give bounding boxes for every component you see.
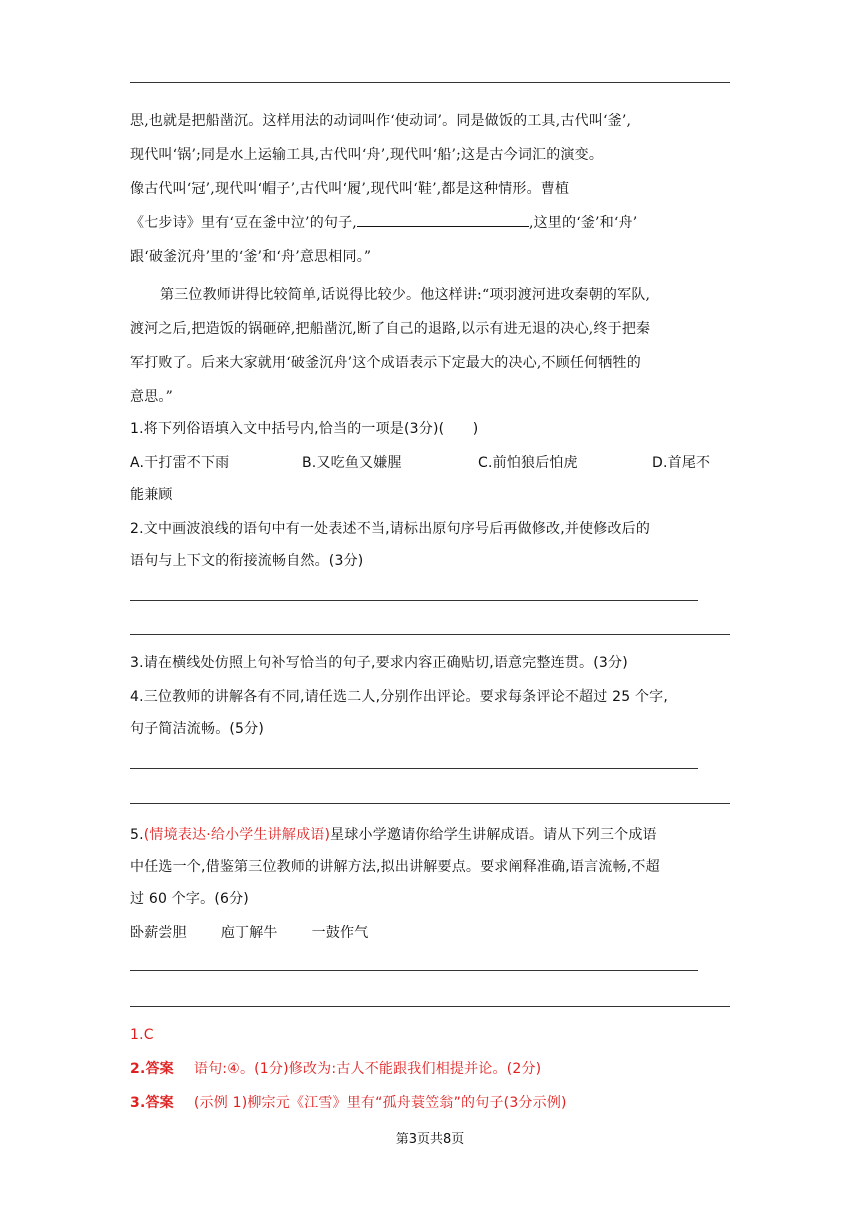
passage-line: 思,也就是把船凿沉。这样用法的动词叫作‘使动词’。同是做饭的工具,古代叫‘釜’, — [130, 113, 632, 129]
answer-2 — [130, 1058, 730, 1080]
passage-line-with-blank — [130, 212, 730, 234]
answer-3 — [130, 1092, 730, 1114]
answer-label: 3.答案 — [130, 1095, 174, 1111]
answer-1: 1.C — [130, 1027, 154, 1043]
answer-line[interactable] — [130, 768, 698, 769]
option-d[interactable]: D.首尾不 — [652, 455, 711, 471]
passage-line: 渡河之后,把造饭的锅砸碎,把船凿沉,断了自己的退路,以示有进无退的决心,终于把秦 — [130, 321, 651, 337]
question-2: 2.文中画波浪线的语句中有一处表述不当,请标出原句序号后再做修改,并使修改后的 — [130, 521, 651, 537]
question-1-options — [130, 452, 730, 474]
fill-blank[interactable] — [357, 212, 529, 227]
passage-line: 像古代叫‘冠’,现代叫‘帽子’,古代叫‘履’,现代叫‘鞋’,都是这种情形。曹植 — [130, 181, 570, 197]
header-rule — [130, 82, 730, 83]
question-1-options-cont: 能兼顾 — [130, 487, 173, 503]
question-4: 4.三位教师的讲解各有不同,请任选二人,分别作出评论。要求每条评论不超过 25 个字, — [130, 689, 669, 705]
question-3: 3.请在横线处仿照上句补写恰当的句子,要求内容正确贴切,语意完整连贯。(3分) — [130, 655, 628, 671]
question-text: 星球小学邀请你给学生讲解成语。请从下列三个成语 — [330, 827, 657, 843]
question-2: 语句与上下文的衔接流畅自然。(3分) — [130, 553, 364, 569]
answer-text: 语句:④。(1分)修改为:古人不能跟我们相提并论。(2分) — [193, 1061, 542, 1077]
option-c[interactable]: C.前怕狼后怕虎 — [478, 455, 578, 471]
passage-line: 跟‘破釜沉舟’里的‘釜’和‘舟’意思相同。” — [130, 249, 372, 265]
answer-line[interactable] — [130, 634, 730, 635]
idiom-item: 一鼓作气 — [311, 925, 369, 941]
answer-label: 2.答案 — [130, 1061, 174, 1077]
question-number: 5. — [130, 827, 144, 843]
page-footer: 第3页共8页 — [395, 1132, 465, 1147]
answer-text: (示例 1)柳宗元《江雪》里有“孤舟蓑笠翁”的句子(3分示例) — [193, 1095, 567, 1111]
answer-line[interactable] — [130, 600, 698, 601]
passage-text: 《七步诗》里有‘豆在釜中泣’的句子, — [130, 215, 357, 231]
situation-tag: (情境表达·给小学生讲解成语) — [143, 827, 331, 843]
answer-line[interactable] — [130, 1006, 730, 1007]
option-a[interactable]: A.干打雷不下雨 — [130, 455, 230, 471]
idiom-list — [130, 922, 730, 944]
question-5: 中任选一个,借鉴第三位教师的讲解方法,拟出讲解要点。要求阐释准确,语言流畅,不超 — [130, 859, 660, 875]
idiom-item: 卧薪尝胆 — [130, 925, 187, 941]
passage-line: 意思。” — [130, 389, 173, 405]
question-1: 1.将下列俗语填入文中括号内,恰当的一项是(3分)( ) — [130, 421, 479, 437]
question-5: 过 60 个字。(6分) — [130, 891, 249, 907]
passage-text: ,这里的‘釜’和‘舟’ — [528, 215, 638, 231]
passage-line: 军打败了。后来大家就用‘破釜沉舟’这个成语表示下定最大的决心,不顾任何牺牲的 — [130, 355, 641, 371]
idiom-item: 庖丁解牛 — [220, 925, 278, 941]
passage-line: 第三位教师讲得比较简单,话说得比较少。他这样讲:“项羽渡河进攻秦朝的军队, — [160, 287, 651, 303]
question-5 — [130, 824, 730, 846]
option-b[interactable]: B.又吃鱼又嫌腥 — [302, 455, 402, 471]
passage-line: 现代叫‘锅’;同是水上运输工具,古代叫‘舟’,现代叫‘船’;这是古今词汇的演变。 — [130, 147, 604, 163]
answer-line[interactable] — [130, 803, 730, 804]
question-4: 句子简洁流畅。(5分) — [130, 721, 265, 737]
answer-line[interactable] — [130, 970, 698, 971]
